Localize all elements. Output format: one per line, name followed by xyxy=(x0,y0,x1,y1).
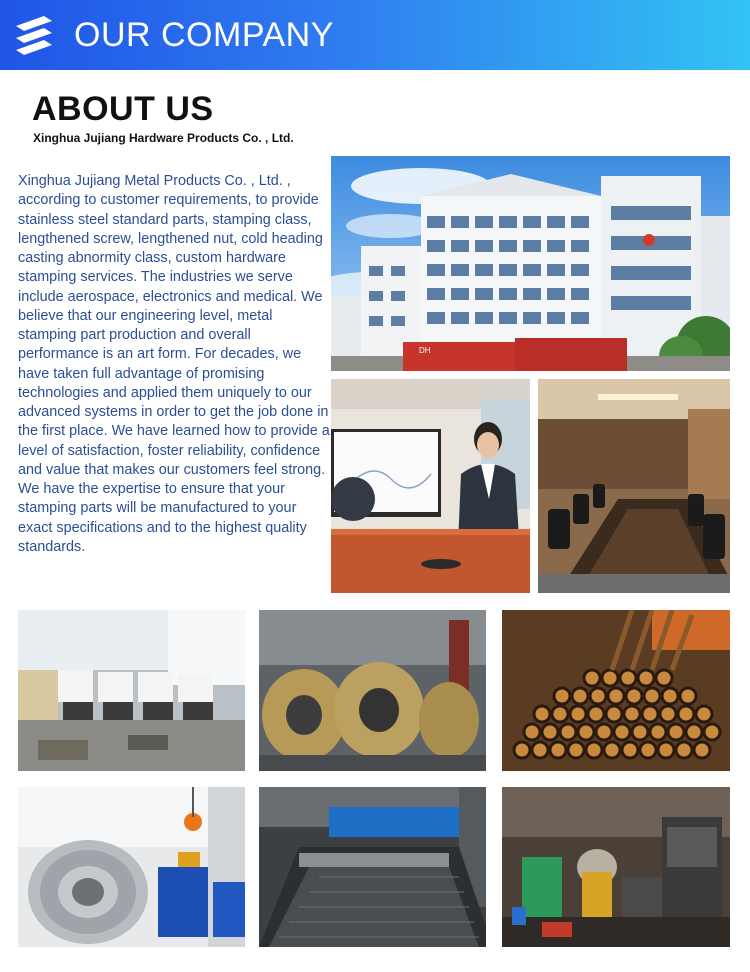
banner-title: OUR COMPANY xyxy=(74,16,334,54)
company-subtitle: Xinghua Jujiang Hardware Products Co. , Ltd. xyxy=(33,131,294,145)
stacked-stripes-icon xyxy=(14,14,54,56)
workshop-machines-photo xyxy=(18,610,245,771)
about-heading: ABOUT US xyxy=(32,90,214,128)
laser-cutting-photo xyxy=(259,787,486,947)
building-photo xyxy=(331,156,730,371)
wire-coils-photo xyxy=(18,787,245,947)
svg-text:DH: DH xyxy=(419,346,431,355)
about-paragraph: Xinghua Jujiang Metal Products Co. , Ltd. , according to customer requirements, to provide stainless steel standard parts, stamping class, lengthened screw, lengthened nut, cold heading casting abnormity class, custom hardware stamping services. The industries we serve include aerospace, electronics and medical. We believe that our engineering level, metal stamping part production and overall performance is an art form. For decades, we have taken full advantage of promising technologies and applied them uniquely to our advanced systems in order to get the job done in the first place. We have learned how to provide a level of satisfaction, foster reliability, confidence and value that makes our customers feel strong. We have the expertise to ensure that your stamping parts will be manufactured to your exact specifications and to the highest quality standards. xyxy=(18,173,330,555)
conference-room-photo xyxy=(538,379,730,593)
press-workshop-photo xyxy=(502,787,730,947)
copper-pipes-photo xyxy=(502,610,730,771)
steel-coils-photo xyxy=(259,610,486,771)
header-banner xyxy=(0,0,750,70)
office-presentation-photo xyxy=(331,379,530,593)
